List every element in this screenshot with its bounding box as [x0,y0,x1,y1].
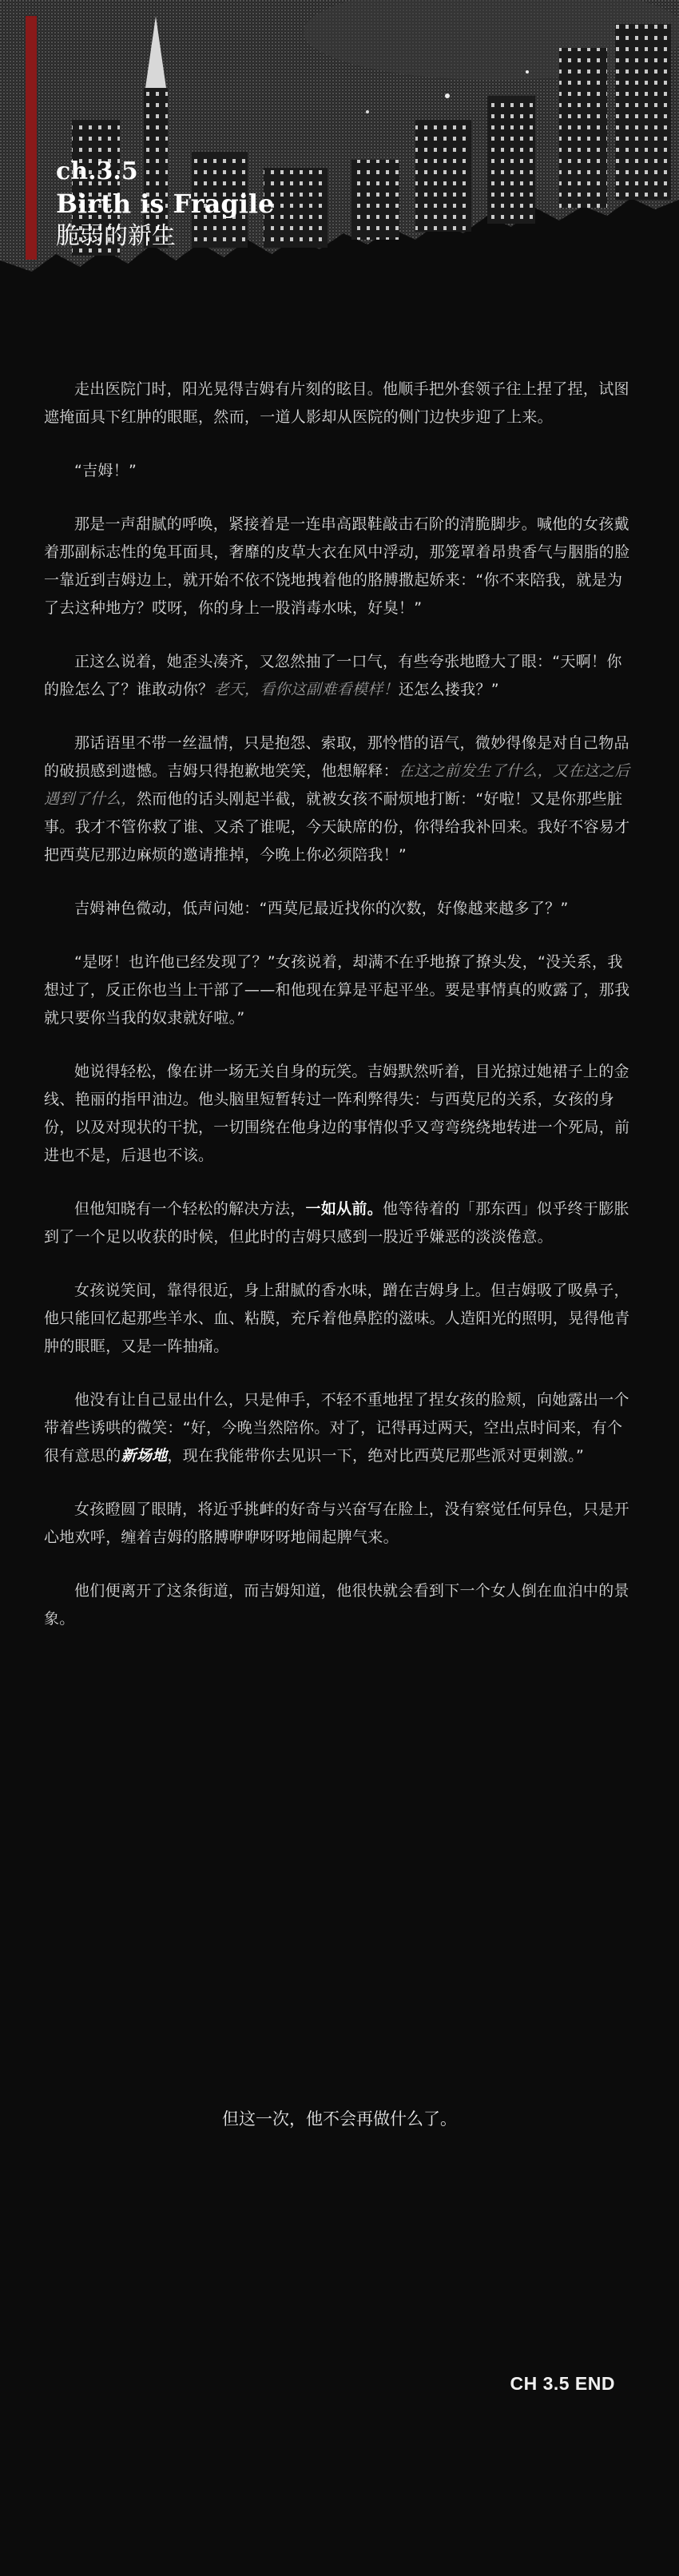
paragraph-text: 他没有让自己显出什么，只是伸手，不轻不重地捏了捏女孩的脸颊，向她露出一个带着些诱哄的微笑：“好，今晚当然陪你。对了，记得再过两天，空出点时间来，有个很有意思的 [44,1391,629,1465]
italic-aside: 在这之前发生了什么，又在这之后遇到了什么， [44,762,630,808]
paragraph: 吉姆神色微动，低声问她：“西莫尼最近找你的次数，好像越来越多了？” [74,900,569,917]
paragraph: 那是一声甜腻的呼唤，紧接着是一连串高跟鞋敲击石阶的清脆脚步。喊他的女孩戴着那副标志性的兔耳面具，奢靡的皮草大衣在风中浮动，那笼罩着昂贵香气与胭脂的脸一靠近到吉姆边上，就开始不依不饶地拽着他的胳膊撒起娇来：“你不来陪我，就是为了去这种地方？哎呀，你的身上一股消毒水味，好臭！” [44,515,630,617]
paragraph-text: 正这么说着，她歪头凑齐，又忽然抽了一口气，有些夸张地瞪大了眼：“天啊！你的脸怎么了？谁敢动你？ [44,653,622,698]
bold-emphasis: 一如从前。 [305,1200,383,1218]
paragraph-text: ，现在我能带你去见识一下，绝对比西莫尼那些派对更刺激。” [167,1447,585,1465]
paragraph [44,729,635,869]
accent-bar [26,16,37,260]
paragraph [44,1386,635,1470]
header-illustration [0,0,679,336]
paragraph-text: 他等待着的「那东西」似乎终于膨胀到了一个足以收获的时候，但此时的吉姆只感到一股近乎嫌恶的淡淡倦意。 [44,1200,629,1246]
bold-italic-emphasis: 新场地 [121,1447,168,1465]
paragraph: 女孩说笑间，靠得很近，身上甜腻的香水味，蹭在吉姆身上。但吉姆吸了吸鼻子，他只能回忆起那些羊水、血、粘膜，充斥着他鼻腔的滋味。人造阳光的照明，晃得他青肿的眼眶，又是一阵抽痛。 [44,1282,630,1355]
paragraph: 走出医院门时，阳光晃得吉姆有片刻的眩目。他顺手把外套领子往上捏了捏，试图遮掩面具下红肿的眼眶，然而，一道人影却从医院的侧门边快步迎了上来。 [44,380,629,426]
italic-aside: 老天，看你这副难看模样！ [213,681,399,698]
paragraph-text: 但他知晓有一个轻松的解决方法， [74,1200,306,1218]
paragraph: “是呀！也许他已经发现了？”女孩说着，却满不在乎地撩了撩头发，“没关系，我想过了，反正你也当上干部了——和他现在算是平起平坐。要是事情真的败露了，那我就只要你当我的奴隶就好啦。” [44,953,630,1027]
paragraph-text: 那话语里不带一丝温情，只是抱怨、索取，那怜惜的语气，微妙得像是对自己物品的破损感到遗憾。吉姆只得抱歉地笑笑，他想解释： [44,734,629,780]
chapter-title-zh: 脆弱的新生 [56,222,176,250]
closing-line: 但这一次，他不会再做什么了。 [222,2109,457,2129]
chapter-title-block [56,157,274,252]
chapter-end-label: CH 3.5 END [510,2373,615,2394]
paragraph-text: 还怎么搂我？” [398,681,499,698]
paragraph-text: 然而他的话头刚起半截，就被女孩不耐烦地打断：“好啦！又是你那些脏事。我才不管你救了谁、又杀了谁呢，今天缺席的份，你得给我补回来。我好不容易才把西莫尼那边麻烦的邀请推掉，今晚上你必须陪我！” [44,790,630,864]
paragraph [44,1195,635,1251]
paragraph: “吉姆！” [74,462,137,479]
chapter-number: ch.3.5 [56,157,138,185]
paragraph: 她说得轻松，像在讲一场无关自身的玩笑。吉姆默然听着，目光掠过她裙子上的金线、艳丽的指甲油边。他头脑里短暂转过一阵利弊得失：与西莫尼的关系，女孩的身份，以及对现状的干扰，一切围绕在他身边的事情似乎又弯弯绕绕地转进一个死局，前进也不是，后退也不该。 [44,1063,630,1164]
chapter-title-en: Birth is Fragile [56,189,275,219]
story-body [44,376,635,1659]
paragraph: 他们便离开了这条街道，而吉姆知道，他很快就会看到下一个女人倒在血泊中的景象。 [44,1582,629,1628]
paragraph: 女孩瞪圆了眼睛，将近乎挑衅的好奇与兴奋写在脸上，没有察觉任何异色，只是开心地欢呼，缠着吉姆的胳膊咿咿呀呀地闹起脾气来。 [44,1501,629,1546]
paragraph [44,648,635,704]
